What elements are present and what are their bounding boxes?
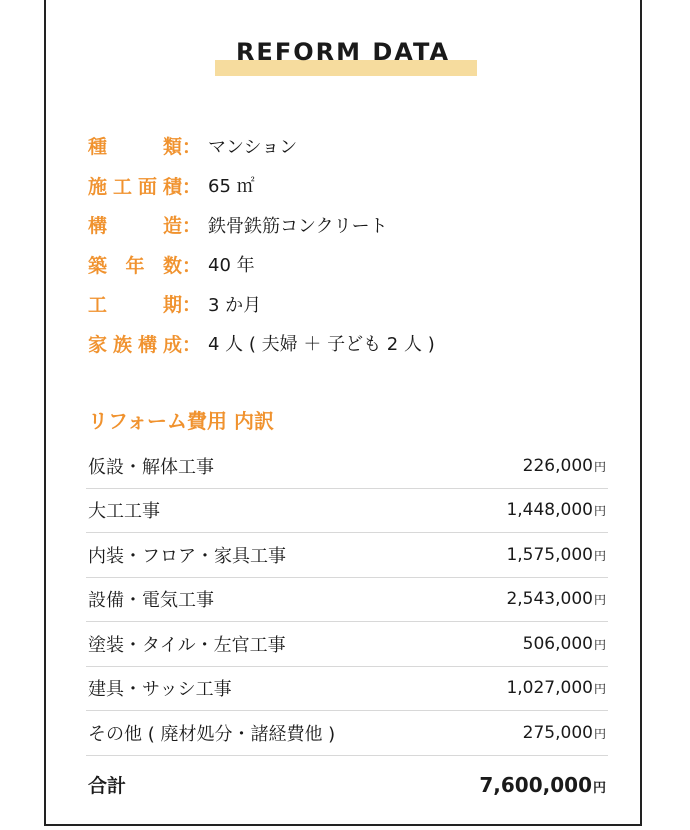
spec-label: 種 類 ： <box>88 136 202 159</box>
cost-row <box>86 667 608 712</box>
spec-row-structure <box>88 205 435 245</box>
cost-row <box>86 578 608 623</box>
cost-item-name: 塗装・タイル・左官工事 <box>88 634 286 656</box>
spec-row-family <box>88 324 435 364</box>
cost-item-amount: 226,000円 <box>522 455 606 476</box>
cost-table <box>86 444 608 814</box>
spec-value: 65 ㎡ <box>208 176 255 198</box>
spec-label: 工 期 ： <box>88 294 202 317</box>
cost-row <box>86 711 608 756</box>
page-title: REFORM DATA <box>235 38 451 66</box>
spec-row-area <box>88 166 435 206</box>
spec-value: 鉄骨鉄筋コンクリート <box>208 215 388 237</box>
yen-unit: 円 <box>593 726 606 741</box>
total-amount: 7,600,000円 <box>479 772 606 797</box>
cost-section-title: リフォーム費用 内訳 <box>88 409 274 433</box>
spec-list <box>88 126 435 363</box>
cost-item-name: 建具・サッシ工事 <box>88 679 232 701</box>
total-row <box>86 756 608 814</box>
spec-value: 3 か月 <box>208 294 262 316</box>
cost-item-amount: 1,027,000円 <box>506 678 606 699</box>
spec-row-duration <box>88 284 435 324</box>
cost-item-name: 大工工事 <box>88 501 160 523</box>
spec-value: マンション <box>208 136 298 158</box>
cost-row <box>86 444 608 489</box>
spec-row-age <box>88 245 435 285</box>
yen-unit: 円 <box>592 780 606 796</box>
total-label: 合計 <box>88 775 127 797</box>
cost-item-amount: 2,543,000円 <box>506 589 606 610</box>
reform-data-card <box>44 0 642 826</box>
yen-unit: 円 <box>593 682 606 697</box>
cost-item-name: その他 ( 廃材処分・諸経費他 ) <box>88 723 336 745</box>
cost-row <box>86 622 608 667</box>
title-wrap <box>46 38 640 66</box>
cost-item-amount: 275,000円 <box>522 722 606 743</box>
cost-item-name: 仮設・解体工事 <box>88 456 214 478</box>
cost-item-name: 内装・フロア・家具工事 <box>88 545 286 567</box>
cost-item-name: 設備・電気工事 <box>88 590 214 612</box>
spec-value: 40 年 <box>208 255 255 277</box>
spec-label: 施工面積 ： <box>88 175 202 198</box>
yen-unit: 円 <box>593 637 606 652</box>
spec-label: 構 造 ： <box>88 215 202 238</box>
spec-row-type <box>88 126 435 166</box>
spec-value: 4 人 ( 夫婦 ＋ 子ども 2 人 ) <box>208 334 435 356</box>
yen-unit: 円 <box>593 459 606 474</box>
cost-row <box>86 489 608 534</box>
cost-item-amount: 1,448,000円 <box>506 500 606 521</box>
yen-unit: 円 <box>593 548 606 563</box>
spec-label: 築 年 数 ： <box>88 254 202 277</box>
cost-item-amount: 1,575,000円 <box>506 544 606 565</box>
cost-row <box>86 533 608 578</box>
yen-unit: 円 <box>593 504 606 519</box>
yen-unit: 円 <box>593 593 606 608</box>
spec-label: 家族構成 ： <box>88 333 202 356</box>
cost-item-amount: 506,000円 <box>522 633 606 654</box>
